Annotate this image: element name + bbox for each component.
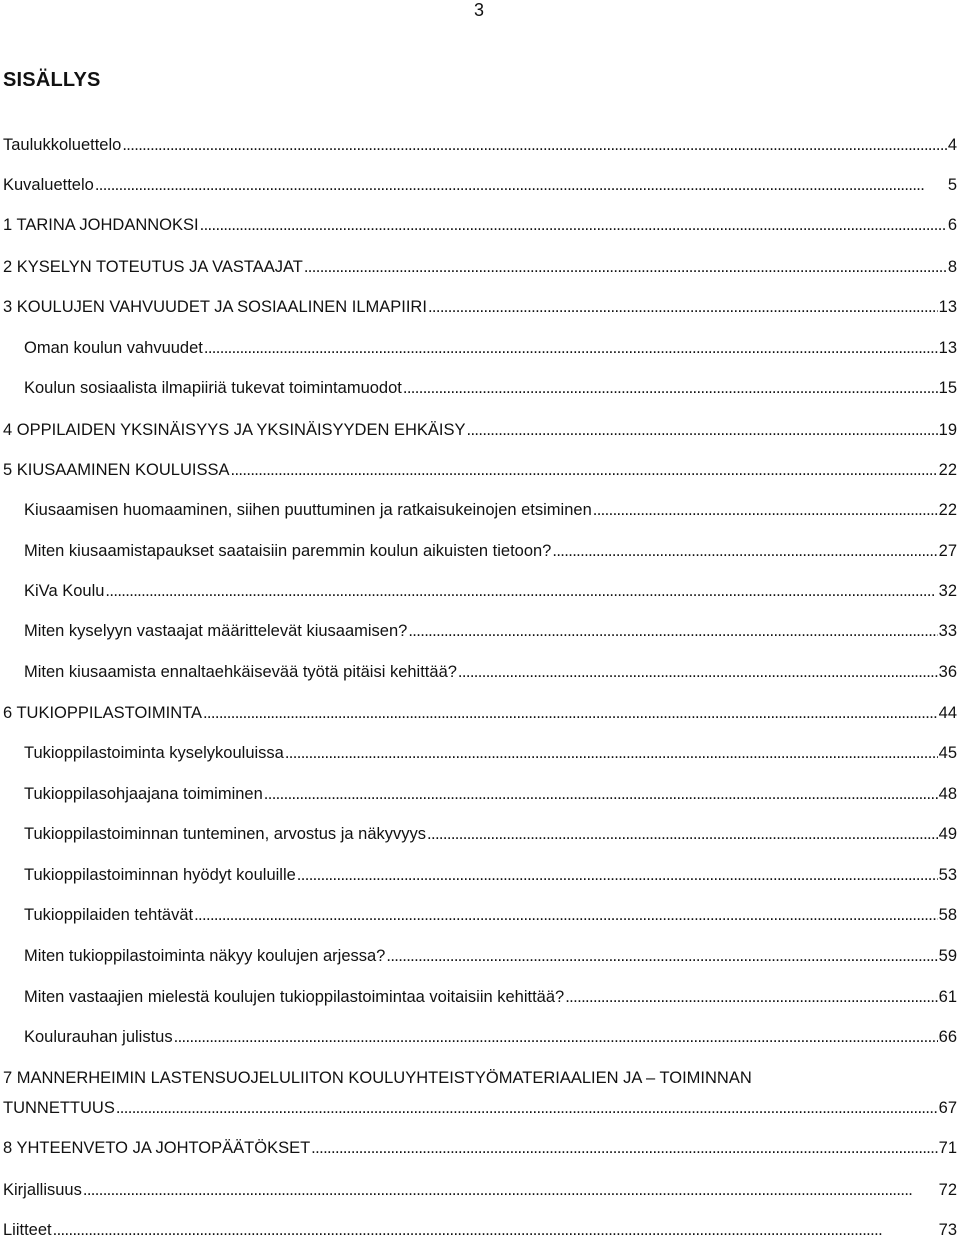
toc-entry-page: 5 (947, 176, 957, 194)
toc-entry-label: 5 KIUSAAMINEN KOULUISSA (3, 461, 230, 479)
toc-entry-label: Tukioppilastoiminta kyselykouluissa (24, 744, 284, 762)
toc-leader-dots (403, 376, 938, 400)
toc-leader-dots (174, 1025, 938, 1049)
toc-entry-page: 36 (938, 663, 957, 681)
toc-entry-page: 22 (938, 501, 957, 519)
toc-entry-page: 13 (938, 298, 957, 316)
toc-leader-dots (285, 741, 938, 765)
toc-entry-page: 72 (938, 1181, 957, 1199)
toc-leader-dots (194, 903, 938, 927)
toc-entry-label: 8 YHTEENVETO JA JOHTOPÄÄTÖKSET (3, 1139, 311, 1157)
toc-entry-maarittelevat-kiusaamisen[interactable] (24, 619, 957, 643)
toc-entry-page: 58 (938, 906, 957, 924)
toc-leader-dots (105, 579, 937, 603)
toc-entry-page: 71 (938, 1139, 957, 1157)
toc-entry-label: 2 KYSELYN TOTEUTUS JA VASTAAJAT (3, 258, 303, 276)
toc-entry-page: 61 (938, 988, 957, 1006)
toc-leader-dots (264, 782, 938, 806)
toc-entry-label: 4 OPPILAIDEN YKSINÄISYYS JA YKSINÄISYYDEN EHKÄISY (3, 421, 466, 439)
toc-leader-dots (428, 295, 938, 319)
toc-leader-dots (230, 458, 937, 482)
toc-entry-hyodyt-kouluille[interactable] (24, 863, 957, 887)
toc-entry-chapter-7-line1[interactable]: 7 MANNERHEIMIN LASTENSUOJELULIITON KOULUYHTEISTYÖMATERIAALIEN JA – TOIMINNAN (3, 1069, 752, 1087)
toc-entry-label: Miten kiusaamistapaukset saataisiin paremmin koulun aikuisten tietoon? (24, 542, 552, 560)
toc-entry-voitaisiin-kehittaa[interactable] (24, 985, 957, 1009)
toc-leader-dots (203, 701, 938, 725)
toc-leader-dots (458, 660, 938, 684)
page-number: 3 (474, 0, 485, 20)
toc-entry-label: Tukioppilastoiminnan hyödyt kouluille (24, 866, 296, 884)
toc-leader-dots (83, 1178, 938, 1202)
toc-entry-chapter-1[interactable] (3, 213, 957, 237)
toc-entry-page: 53 (938, 866, 957, 884)
toc-leader-dots (95, 173, 947, 197)
toc-entry-label: Miten tukioppilastoiminta näkyy koulujen arjessa? (24, 947, 386, 965)
toc-leader-dots (200, 213, 947, 237)
toc-entry-kiva-koulu[interactable] (24, 579, 957, 603)
toc-entry-koulujen-arjessa[interactable] (24, 944, 957, 968)
toc-entry-label: Koulurauhan julistus (24, 1028, 173, 1046)
toc-entry-page: 19 (938, 421, 957, 439)
toc-entry-oman-koulun-vahvuudet[interactable] (24, 336, 957, 360)
toc-entry-kuvaluettelo[interactable] (3, 173, 957, 197)
toc-entry-label: Kirjallisuus (3, 1181, 82, 1199)
toc-entry-page: 15 (938, 379, 957, 397)
toc-entry-page: 44 (938, 704, 957, 722)
toc-leader-dots (565, 985, 937, 1009)
toc-entry-page: 22 (938, 461, 957, 479)
toc-entry-page: 32 (938, 582, 957, 600)
toc-entry-chapter-4[interactable] (3, 418, 957, 442)
toc-entry-label: Koulun sosiaalista ilmapiiriä tukevat toimintamuodot (24, 379, 402, 397)
toc-leader-dots (116, 1096, 938, 1120)
toc-leader-dots (311, 1136, 937, 1160)
toc-leader-dots (427, 822, 938, 846)
toc-entry-kiusaamisen-huomaaminen[interactable] (24, 498, 957, 522)
toc-leader-dots (408, 619, 937, 643)
toc-entry-label: Miten kiusaamista ennaltaehkäisevää työtä pitäisi kehittää? (24, 663, 457, 681)
toc-leader-dots (304, 255, 947, 279)
toc-entry-tukioppilaiden-tehtavat[interactable] (24, 903, 957, 927)
toc-entry-page: 66 (938, 1028, 957, 1046)
toc-entry-page: 27 (938, 542, 957, 560)
toc-entry-label: Miten kyselyyn vastaajat määrittelevät kiusaamisen? (24, 622, 408, 640)
toc-entry-page: 67 (938, 1099, 957, 1117)
toc-entry-label: Taulukkoluettelo (3, 136, 122, 154)
toc-leader-dots (53, 1218, 938, 1242)
toc-entry-label: Oman koulun vahvuudet (24, 339, 203, 357)
toc-entry-label: Liitteet (3, 1221, 52, 1239)
toc-entry-page: 33 (938, 622, 957, 640)
toc-entry-chapter-6[interactable] (3, 701, 957, 725)
toc-entry-taulukkoluettelo[interactable] (3, 133, 957, 157)
toc-entry-chapter-7[interactable] (3, 1096, 957, 1120)
toc-entry-page: 49 (938, 825, 957, 843)
toc-leader-dots (297, 863, 938, 887)
toc-entry-ennaltaehkaiseva-tyo[interactable] (24, 660, 957, 684)
toc-entry-kirjallisuus[interactable] (3, 1178, 957, 1202)
toc-entry-page: 73 (938, 1221, 957, 1239)
toc-entry-tukioppilasohjaaja[interactable] (24, 782, 957, 806)
toc-entry-tunteminen-arvostus[interactable] (24, 822, 957, 846)
toc-entry-kyselykouluissa[interactable] (24, 741, 957, 765)
toc-entry-label: Tukioppilasohjaajana toimiminen (24, 785, 263, 803)
toc-entry-chapter-5[interactable] (3, 458, 957, 482)
toc-entry-page: 6 (947, 216, 957, 234)
toc-leader-dots (122, 133, 946, 157)
toc-entry-label: 1 TARINA JOHDANNOKSI (3, 216, 199, 234)
toc-entry-label: TUNNETTUUS (3, 1099, 115, 1117)
toc-entry-label: 6 TUKIOPPILASTOIMINTA (3, 704, 202, 722)
toc-entry-toimintamuodot[interactable] (24, 376, 957, 400)
toc-entry-label: Kuvaluettelo (3, 176, 94, 194)
toc-leader-dots (386, 944, 937, 968)
toc-entry-liitteet[interactable] (3, 1218, 957, 1242)
toc-entry-page: 4 (947, 136, 957, 154)
toc-entry-label: Tukioppilastoiminnan tunteminen, arvostus ja näkyvyys (24, 825, 427, 843)
toc-entry-page: 45 (938, 744, 957, 762)
toc-leader-dots (204, 336, 938, 360)
toc-leader-dots (552, 539, 937, 563)
toc-entry-label: Kiusaamisen huomaaminen, siihen puuttuminen ja ratkaisukeinojen etsiminen (24, 501, 592, 519)
toc-leader-dots (467, 418, 938, 442)
toc-entry-page: 59 (938, 947, 957, 965)
toc-title: SISÄLLYS (3, 69, 101, 91)
toc-entry-page: 48 (938, 785, 957, 803)
toc-entry-kiusaamistapaukset[interactable] (24, 539, 957, 563)
toc-entry-koulurauhan-julistus[interactable] (24, 1025, 957, 1049)
toc-entry-page: 13 (938, 339, 957, 357)
toc-entry-chapter-2[interactable] (3, 255, 957, 279)
toc-entry-label: 3 KOULUJEN VAHVUUDET JA SOSIAALINEN ILMAPIIRI (3, 298, 427, 316)
toc-leader-dots (593, 498, 938, 522)
toc-entry-chapter-3[interactable] (3, 295, 957, 319)
toc-entry-label: KiVa Koulu (24, 582, 105, 600)
toc-entry-page: 8 (947, 258, 957, 276)
toc-entry-label: Tukioppilaiden tehtävät (24, 906, 194, 924)
toc-entry-label: Miten vastaajien mielestä koulujen tukioppilastoimintaa voitaisiin kehittää? (24, 988, 565, 1006)
toc-entry-chapter-8[interactable] (3, 1136, 957, 1160)
